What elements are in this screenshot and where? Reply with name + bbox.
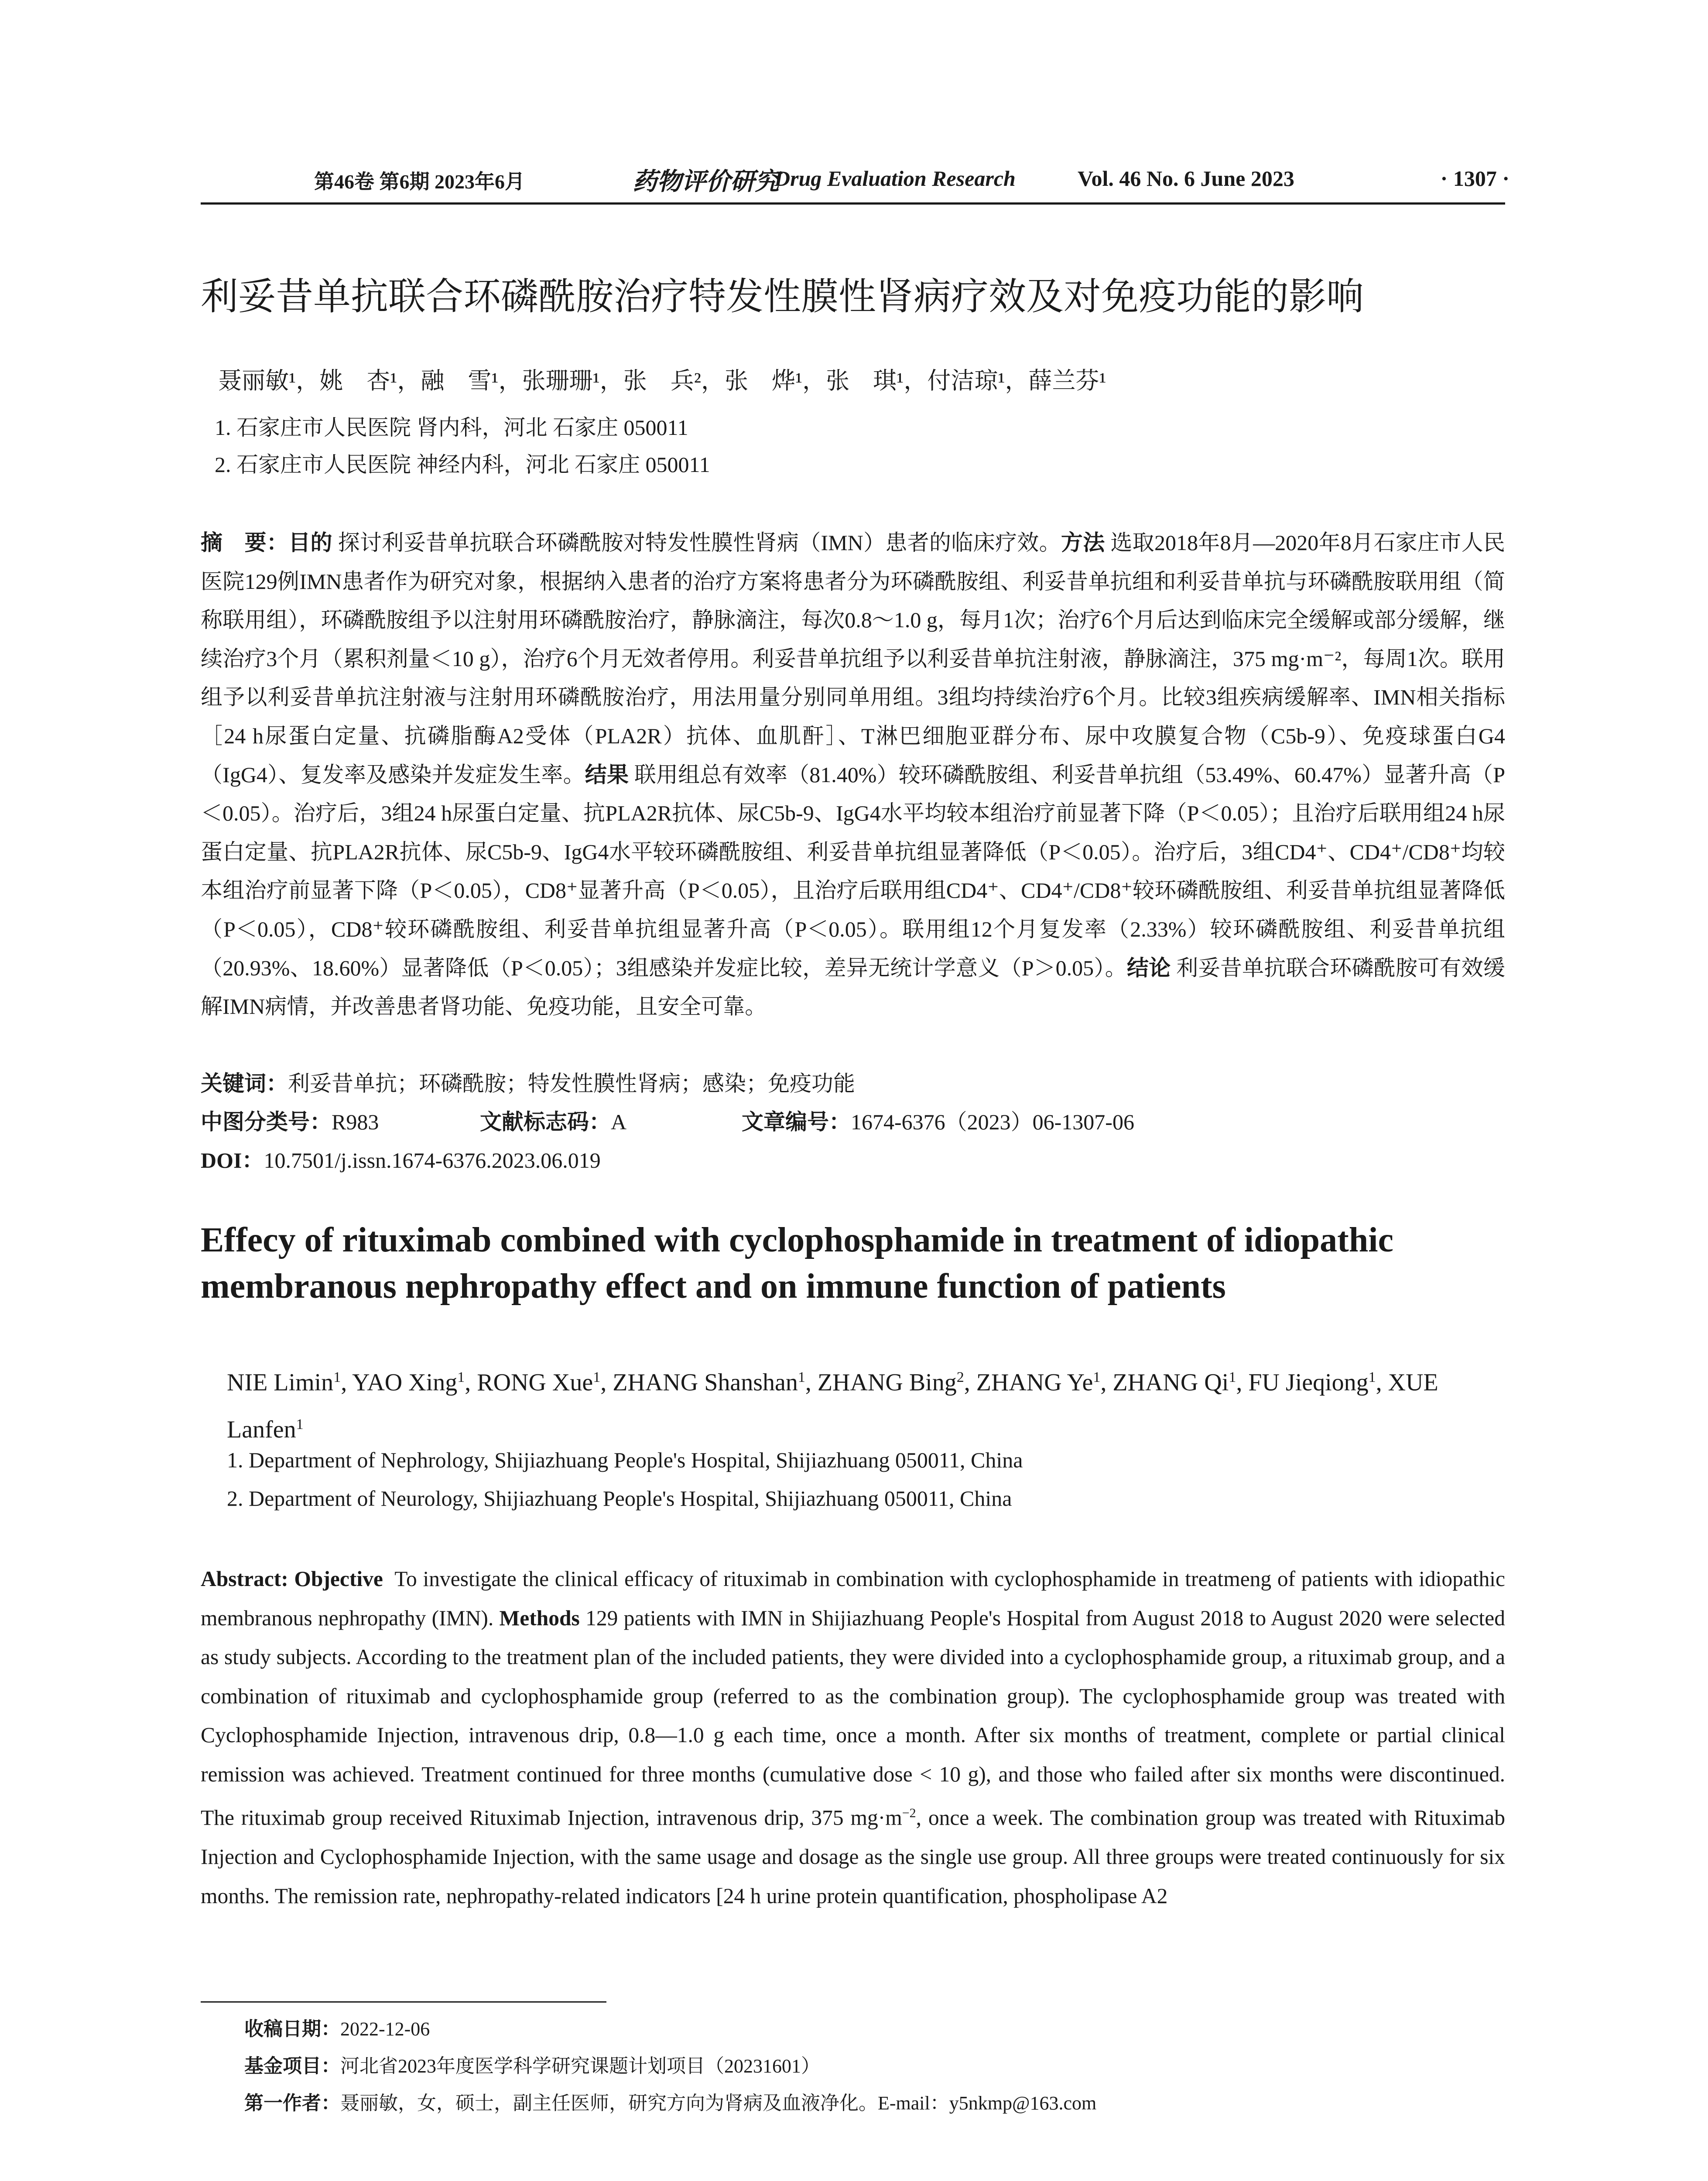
clc-label: 中图分类号： <box>201 1109 332 1135</box>
footnote-text: 2022-12-06 <box>340 2018 430 2040</box>
objective-text-en: To investigate the clinical efficacy of rituximab in combination with cyclophosphamide in treatmeng of patients with idiopathic membranous nephropathy (IMN). <box>201 1567 1506 1630</box>
methods-text-cn: 选取2018年8月—2020年8月石家庄市人民医院129例IMN患者作为研究对象，根据纳入患者的治疗方案将患者分为环磷酰胺组、利妥昔单抗组和利妥昔单抗与环磷酰胺联用组（简称联用组），环磷酰胺组予以注射用环磷酰胺治疗，静脉滴注，每次0.8～1.0 g，每月1次；治疗6个月后达到临床完全缓解或部分缓解，继续治疗3个月（累积剂量＜10 g），治疗6个月无效者停用。利妥昔单抗组予以利妥昔单抗注射液，静脉滴注，375 mg·m⁻²，每周1次。联用组予以利妥昔单抗注射液与注射用环磷酰胺治疗，用法用量分别同单用组。3组均持续治疗6个月。比较3组疾病缓解率、IMN相关指标［24 h尿蛋白定量、抗磷脂酶A2受体（PLA2R）抗体、血肌酐］、T淋巴细胞亚群分布、尿中攻膜复合物（C5b-9）、免疫球蛋白G4（IgG4）、复发率及感染并发症发生率。 <box>201 530 1506 787</box>
footnote-text: 河北省2023年度医学科学研究课题计划项目（20231601） <box>340 2055 820 2077</box>
doi-value: 10.7501/j.issn.1674-6376.2023.06.019 <box>264 1148 601 1173</box>
doc-code-value: A <box>611 1110 627 1134</box>
chinese-title: 利妥昔单抗联合环磷酰胺治疗特发性膜性肾病疗效及对免疫功能的影响 <box>201 275 1364 318</box>
english-abstract <box>201 1559 1505 1915</box>
english-affiliation-2: 2. Department of Neurology, Shijiazhuang People's Hospital, Shijiazhuang 050011, China <box>227 1486 1012 1511</box>
footnote-rule <box>201 2001 606 2003</box>
objective-text-cn: 探讨利妥昔单抗联合环磷酰胺对特发性膜性肾病（IMN）患者的临床疗效。 <box>338 530 1061 555</box>
footnote-label: 第一作者： <box>244 2092 340 2114</box>
keywords-cn <box>201 1066 1505 1097</box>
author-affiliation-mark: 1 <box>593 1369 601 1385</box>
doc-code-label: 文献标志码： <box>480 1109 611 1135</box>
english-authors: NIE Limin$^1$, YAO Xing$^1$, RONG Xue$^1$, ZHANG Shanshan$^1$, ZHANG Bing$^2$, ZHANG Ye$^1$, ZHANG Qi$^1$, FU Jieqiong$^1$, XUE Lanfen$^1$ <box>227 1369 1438 1443</box>
article-no-label: 文章编号： <box>742 1109 851 1135</box>
header-rule <box>201 202 1505 205</box>
footnote-label: 收稿日期： <box>244 2018 340 2040</box>
objective-label-en: Objective <box>294 1567 383 1591</box>
header-journal-en: Drug Evaluation Research <box>774 166 1016 191</box>
keywords-text-cn: 利妥昔单抗；环磷酰胺；特发性膜性肾病；感染；免疫功能 <box>288 1071 855 1096</box>
author-name: ZHANG Qi <box>1112 1369 1229 1396</box>
author-affiliation-mark: 1 <box>333 1369 341 1385</box>
author-affiliation-mark: 1 <box>296 1416 304 1432</box>
methods-label-cn: 方法 <box>1061 530 1105 555</box>
header-issue-en: Vol. 46 No. 6 June 2023 <box>1078 166 1294 191</box>
author-name: XUE Lanfen <box>227 1369 1438 1443</box>
keywords-label-cn: 关键词： <box>201 1071 288 1096</box>
author-affiliation-mark: 1 <box>1093 1369 1101 1385</box>
chinese-affiliation-2: 2. 石家庄市人民医院 神经内科，河北 石家庄 050011 <box>215 452 710 477</box>
abstract-label-en: Abstract: <box>201 1567 288 1591</box>
abstract-label-cn: 摘 要： <box>201 530 289 555</box>
methods-text-en-cont: , once a week. The combination group was treated with Rituximab Injection and Cyclophosphamide Injection, with the same usage and dosage as the single use group. All three groups were treated continuously for six months. The remission rate, nephropathy-related indicators [24 h urine protein quantification, phospholipase A2 <box>201 1805 1505 1908</box>
page-number: · 1307 · <box>1440 166 1509 191</box>
author-name: YAO Xing <box>352 1369 458 1396</box>
conclusion-label-cn: 结论 <box>1126 955 1171 981</box>
english-affiliation-1: 1. Department of Nephrology, Shijiazhuang People's Hospital, Shijiazhuang 050011, China <box>227 1448 1023 1472</box>
footnote-received <box>244 2013 430 2041</box>
conclusion-text-cn: 利妥昔单抗联合环磷酰胺可有效缓解IMN病情，并改善患者肾功能、免疫功能，且安全可靠。 <box>201 955 1506 1019</box>
methods-text-en: 129 patients with IMN in Shijiazhuang People's Hospital from August 2018 to August 2020 were selected as study subjects. According to the treatment plan of the included patients, they were divided into a cyclophosphamide group, a rituximab group, and a combination of rituximab and cyclophosphamide group (referred to as the combination group). The cyclophosphamide group was treated with Cyclophosphamide Injection, intravenous drip, 0.8—1.0 g each time, once a month. After six months of treatment, complete or partial clinical remission was achieved. Treatment continued for three months (cumulative dose < 10 g), and those who failed after six months were discontinued. The rituximab group received Rituximab Injection, intravenous drip, 375 mg·m <box>201 1606 1506 1830</box>
doi-row <box>201 1143 1505 1174</box>
author-affiliation-mark: 1 <box>457 1369 465 1385</box>
author-name: ZHANG Shanshan <box>613 1369 798 1396</box>
author-affiliation-mark: 2 <box>956 1369 964 1385</box>
chinese-abstract <box>201 523 1505 1026</box>
classification-row <box>201 1104 1505 1136</box>
author-name: RONG Xue <box>477 1369 593 1396</box>
footnote-fund <box>244 2050 820 2078</box>
chinese-affiliation-1: 1. 石家庄市人民医院 肾内科，河北 石家庄 050011 <box>215 415 688 440</box>
results-label-cn: 结果 <box>585 762 629 787</box>
journal-logo: 药物评价研究 <box>633 168 779 195</box>
header-issue-cn: 第46卷 第6期 2023年6月 <box>314 171 525 193</box>
english-title: Effecy of rituximab combined with cyclophosphamide in treatment of idiopathic membranous nephropathy effect and on immune function of patients <box>201 1221 1394 1306</box>
footnote-label: 基金项目： <box>244 2055 340 2077</box>
footnote-text: 聂丽敏，女，硕士，副主任医师，研究方向为肾病及血液净化。E-mail：y5nkmp@163.com <box>340 2092 1097 2114</box>
clc-value: R983 <box>332 1110 379 1134</box>
objective-label-cn: 目的 <box>288 530 332 555</box>
results-text-cn: 联用组总有效率（81.40%）较环磷酰胺组、利妥昔单抗组（53.49%、60.47%）显著升高（P＜0.05）。治疗后，3组24 h尿蛋白定量、抗PLA2R抗体、尿C5b-9、IgG4水平均较本组治疗前显著下降（P＜0.05）；且治疗后联用组24 h尿蛋白定量、抗PLA2R抗体、尿C5b-9、IgG4水平较环磷酰胺组、利妥昔单抗组显著降低（P＜0.05）。治疗后，3组CD4⁺、CD4⁺/CD8⁺均较本组治疗前显著下降（P＜0.05），CD8⁺显著升高（P＜0.05），且治疗后联用组CD4⁺、CD4⁺/CD8⁺较环磷酰胺组、利妥昔单抗组显著降低（P＜0.05），CD8⁺较环磷酰胺组、利妥昔单抗组显著升高（P＜0.05）。联用组12个月复发率（2.33%）较环磷酰胺组、利妥昔单抗组（20.93%、18.60%）显著降低（P＜0.05）；3组感染并发症比较，差异无统计学意义（P＞0.05）。 <box>201 762 1505 980</box>
chinese-authors: 聂丽敏¹，姚 杏¹，融 雪¹，张珊珊¹，张 兵²，张 烨¹，张 琪¹，付洁琼¹，薛兰芬¹ <box>218 368 1106 394</box>
doi-label: DOI： <box>201 1148 264 1173</box>
author-name: ZHANG Ye <box>976 1369 1093 1396</box>
methods-label-en: Methods <box>499 1606 580 1630</box>
author-name: FU Jieqiong <box>1248 1369 1369 1396</box>
author-affiliation-mark: 1 <box>1368 1369 1376 1385</box>
running-header <box>201 166 1509 196</box>
author-affiliation-mark: 1 <box>1229 1369 1236 1385</box>
methods-superscript: −2 <box>902 1806 916 1820</box>
author-name: ZHANG Bing <box>817 1369 957 1396</box>
author-affiliation-mark: 1 <box>798 1369 805 1385</box>
author-name: NIE Limin <box>227 1369 334 1396</box>
footnote-first-author <box>244 2087 1096 2115</box>
article-no-value: 1674-6376（2023）06-1307-06 <box>851 1110 1134 1134</box>
